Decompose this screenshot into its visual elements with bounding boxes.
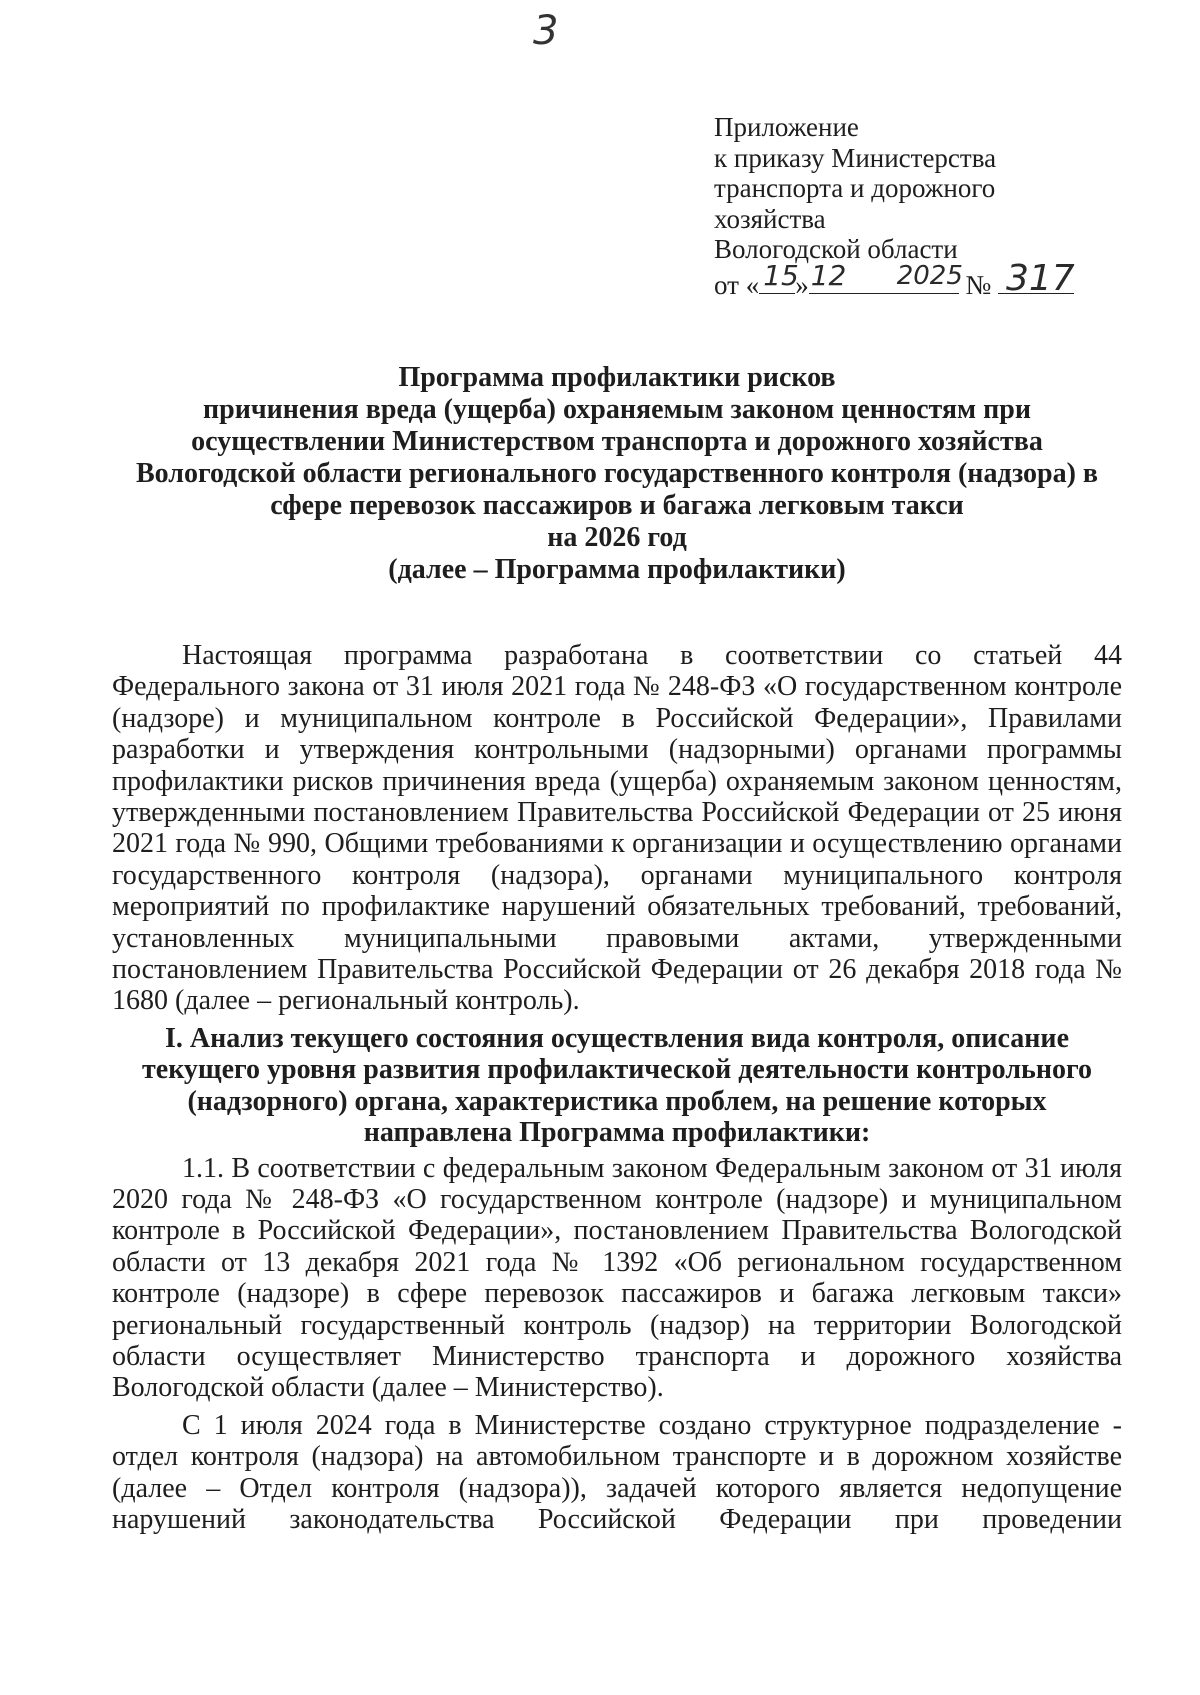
section-1-paragraph-1: 1.1. В соответствии с федеральным законом Федеральным законом от 31 июля 2020 года № 248-ФЗ «О государственном контроле (надзоре) и муниципальном контроле в Российской Федерации», постановлением Правительства Вологодской области от 13 декабря 2021 года № 1392 «Об региональном государственном контроле (надзоре) в сфере перевозок пассажиров и багажа легковым такси» региональный государственный контроль (надзор) на территории Вологодской области осуществляет Министерство транспорта и дорожного хозяйства Вологодской области (далее – Министерство).	[112, 1152, 1122, 1404]
number-sign: №	[965, 269, 992, 300]
section-heading-line: I. Анализ текущего состояния осуществления вида контроля, описание	[164, 1022, 1069, 1054]
date-prefix: от «	[714, 269, 760, 300]
title-line: осуществлении Министерством транспорта и дорожного хозяйства	[191, 426, 1043, 457]
number-blank	[998, 258, 1075, 300]
appendix-block	[714, 112, 1074, 301]
page-number: 3	[533, 8, 559, 54]
intro-paragraph: Настоящая программа разработана в соответствии со статьей 44 Федерального закона от 31 июля 2021 года № 248-ФЗ «О государственном контроле (надзоре) и муниципальном контроле в Российской Федерации», Правилами разработки и утверждения контрольными (надзорными) органами программы профилактики рисков причинения вреда (ущерба) охраняемым законом ценностям, утвержденными постановлением Правительства Российской Федерации от 25 июня 2021 года № 990, Общими требованиями к организации и осуществлению органами государственного контроля (надзора), органами муниципального контроля мероприятий по профилактике нарушений обязательных требований, требований, установленных муниципальными правовыми актами, утвержденными постановлением Правительства Российской Федерации от 26 декабря 2018 года № 1680 (далее – региональный контроль).	[112, 640, 1122, 1017]
section-heading-line: текущего уровня развития профилактической деятельности контрольного	[142, 1054, 1092, 1086]
day-blank	[759, 259, 799, 294]
handwritten-year: 2025	[896, 261, 963, 292]
document-title	[110, 362, 1124, 586]
section-heading-line: (надзорного) органа, характеристика проблем, на решение которых	[187, 1085, 1047, 1117]
section-1-heading	[112, 1023, 1122, 1149]
document-body	[112, 640, 1122, 1535]
title-line: (далее – Программа профилактики)	[388, 554, 846, 585]
appendix-line: Вологодской области	[714, 234, 958, 265]
order-date-line	[714, 258, 1075, 301]
title-line: на 2026 год	[547, 522, 687, 553]
section-heading-line: направлена Программа профилактики:	[363, 1117, 871, 1149]
title-line: Вологодской области регионального государственного контроля (надзора) в	[135, 458, 1099, 489]
handwritten-number: 317	[1005, 258, 1075, 300]
appendix-line: к приказу Министерства	[714, 142, 997, 173]
title-line: причинения вреда (ущерба) охраняемым законом ценностям при	[203, 394, 1031, 425]
date-mid: »	[795, 269, 809, 300]
handwritten-day: 15	[763, 259, 799, 293]
appendix-line: Приложение	[714, 112, 859, 142]
month-year-blank	[809, 259, 963, 294]
section-1-paragraph-2: С 1 июля 2024 года в Министерстве создано структурное подразделение - отдел контроля (надзора) на автомобильном транспорте и в дорожном хозяйстве (далее – Отдел контроля (надзора)), задачей которого является недопущение нарушений законодательства Российской Федерации при проведении	[112, 1409, 1122, 1535]
title-line: Программа профилактики рисков	[398, 362, 836, 393]
handwritten-month: 12	[810, 259, 847, 293]
appendix-line: хозяйства	[714, 203, 826, 234]
appendix-line: транспорта и дорожного	[714, 173, 996, 204]
title-line: сфере перевозок пассажиров и багажа легковым такси	[270, 490, 964, 521]
